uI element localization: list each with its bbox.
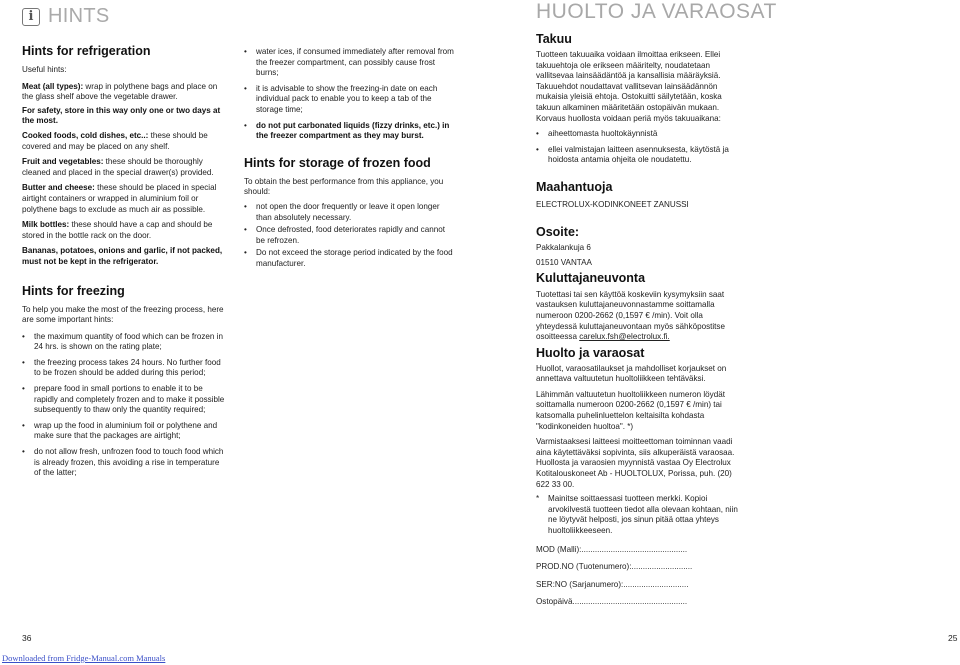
page-number-right: 25 <box>948 633 958 643</box>
meat-hint: Meat (all types): wrap in polythene bags and place on the glass shelf above the vegetable drawer. <box>22 81 218 102</box>
consumer-advice-text: Tuotettasi tai sen käyttöä koskeviin kysymyksiin saat vastauksen kuluttajaneuvonnastamme soittamalla numeroon 0200-2662 (0,1597 € /min). Voit olla yhteydessä kuluttajaneuvontaan myös sähköpostitse osoitteessa carelux.fsh@electrolux.fi. <box>536 289 725 342</box>
safety-hint: For safety, store in this way only one or two days at the most. <box>22 105 221 126</box>
storage-list <box>244 202 454 270</box>
product-number-field[interactable]: PROD.NO (Tuotenumero):........................... <box>536 562 693 572</box>
right-column <box>536 32 740 615</box>
fruit-hint: Fruit and vegetables: these should be thoroughly cleaned and placed in the special drawer(s) provided. <box>22 157 214 177</box>
model-field[interactable]: MOD (Malli):............................................... <box>536 544 688 554</box>
useful-hints-label: Useful hints: <box>22 65 67 74</box>
download-link[interactable]: Downloaded from Fridge-Manual.com Manuals <box>2 653 166 663</box>
list-item: • it is advisable to show the freezing-in date on each individual pack to enable you to keep a tab of the storage time; <box>244 84 454 116</box>
butter-hint: Butter and cheese: these should be placed in special airtight containers or wrapped in aluminium foil or polythene bags to exclude as much air as possible. <box>22 183 217 214</box>
list-item: • Do not exceed the storage period indicated by the food manufacturer. <box>244 248 454 269</box>
service-text-2: Lähimmän valtuutetun huoltoliikkeen numeron löydät soittamalla numeroon 0200-2662 (0,1597 € /min) tai katsomalla puhelinluettelon keltaisilta kohdasta "kodinkoneiden huoltoa". *) <box>536 389 725 431</box>
address-street: Pakkalankuja 6 <box>536 242 591 252</box>
list-item: • aiheettomasta huoltokäynnistä <box>536 129 740 140</box>
importer-heading: Maahantuoja <box>536 179 613 194</box>
milk-hint: Milk bottles: these should have a cap and should be stored in the bottle rack on the door. <box>22 220 213 240</box>
consumer-advice-heading: Kuluttajaneuvonta <box>536 270 646 285</box>
refrigeration-heading: Hints for refrigeration <box>22 44 151 58</box>
freezing-intro: To help you make the most of the freezing process, here are some important hints: <box>22 304 224 325</box>
list-item: • ellei valmistajan laitteen asennuksesta, käytöstä ja hoidosta antamia ohjeita ole noudatettu. <box>536 145 740 166</box>
service-title: HUOLTO JA VARAOSAT <box>536 0 777 23</box>
list-item: • not open the door frequently or leave it open longer than absolutely necessary. <box>244 202 454 223</box>
address-heading: Osoite: <box>536 224 580 239</box>
list-item: • prepare food in small portions to enable it to be rapidly and completely frozen and to make it possible subsequently to thaw only the quantity required; <box>22 384 227 416</box>
purchase-date-field[interactable]: Ostopäivä................................................... <box>536 597 688 607</box>
freezing-heading: Hints for freezing <box>22 283 125 298</box>
middle-column <box>244 47 454 270</box>
address-city: 01510 VANTAA <box>536 258 592 268</box>
service-text-1: Huollot, varaosatilaukset ja mahdolliset korjaukset on annettava valtuutetun huoltoliikkeen tehtäväksi. <box>536 363 727 384</box>
left-column <box>22 44 227 479</box>
freezing-list <box>22 332 227 479</box>
list-item: • water ices, if consumed immediately after removal from the freezer compartment, can possibly cause frost burns; <box>244 47 454 79</box>
list-item: • the freezing process takes 24 hours. No further food to be frozen should be added during this period; <box>22 358 227 379</box>
storage-heading: Hints for storage of frozen food <box>244 155 431 170</box>
footnote: * Mainitse soittaessasi tuotteen merkki. Kopioi arvokilvestä tuotteen tiedot alla olevaan kohtaan, niin ne löytyvät helposti, jos sinun pitää ottaa yhteys huoltoliikkeeseen. <box>536 494 738 535</box>
importer-name: ELECTROLUX-KODINKONEET ZANUSSI <box>536 199 689 209</box>
page-number-left: 36 <box>22 633 32 643</box>
serial-number-field[interactable]: SER:NO (Sarjanumero):............................. <box>536 579 689 589</box>
warranty-heading: Takuu <box>536 32 572 46</box>
warranty-text: Tuotteen takuuaika voidaan ilmoittaa erikseen. Ellei takuuehtoja ole erikseen määritelty, noudatetaan vallitsevaa lainsäädäntöä ja kansallisia määräyksiä. Takuuehdot noudattavat vallitsevan lainsäädännön mukaisia yleisiä ehtoja. Ostokuitti säilytetään, koska takuun alkaminen määritetään ostopäivän mukaan. Korvaus huollosta voidaan periä myös takuuaikana: <box>536 50 722 123</box>
storage-intro: To obtain the best performance from this appliance, you should: <box>244 176 444 197</box>
service-parts-heading: Huolto ja varaosat <box>536 345 645 360</box>
list-item: • wrap up the food in aluminium foil or polythene and make sure that the packages are airtight; <box>22 421 227 442</box>
hints-header <box>22 5 110 28</box>
hints-title: HINTS <box>48 5 110 27</box>
email-link[interactable]: carelux.fsh@electrolux.fi. <box>579 332 670 342</box>
cooked-foods-hint: Cooked foods, cold dishes, etc..: these should be covered and may be placed on any shelf. <box>22 130 208 151</box>
list-item: • Once defrosted, food deteriorates rapidly and cannot be refrozen. <box>244 225 454 246</box>
bananas-hint: Bananas, potatoes, onions and garlic, if not packed, must not be kept in the refrigerator. <box>22 246 223 266</box>
footnote-mark: * <box>536 494 540 504</box>
warranty-list <box>536 129 740 166</box>
list-item: • do not put carbonated liquids (fizzy drinks, etc.) in the freezer compartment as they may burst. <box>244 121 454 142</box>
list-item: • the maximum quantity of food which can be frozen in 24 hrs. is shown on the rating plate; <box>22 332 227 353</box>
info-icon: i <box>22 8 40 26</box>
freezing-list-continued <box>244 47 454 142</box>
service-text-3: Varmistaaksesi laitteesi moitteettoman toiminnan vaadi aina käytettäväksi sopivinta, siis alkuperäistä varaosaa. Huollosta ja varaosien myynnistä vastaa Oy Electrolux Kotitalouskoneet Ab - HUOLTOLUX, Porissa, puh. (20) 622 33 00. <box>536 437 735 489</box>
product-info-fields <box>536 545 740 608</box>
list-item: • do not allow fresh, unfrozen food to touch food which is already frozen, this avoiding a rise in temperature of the latter; <box>22 447 227 479</box>
